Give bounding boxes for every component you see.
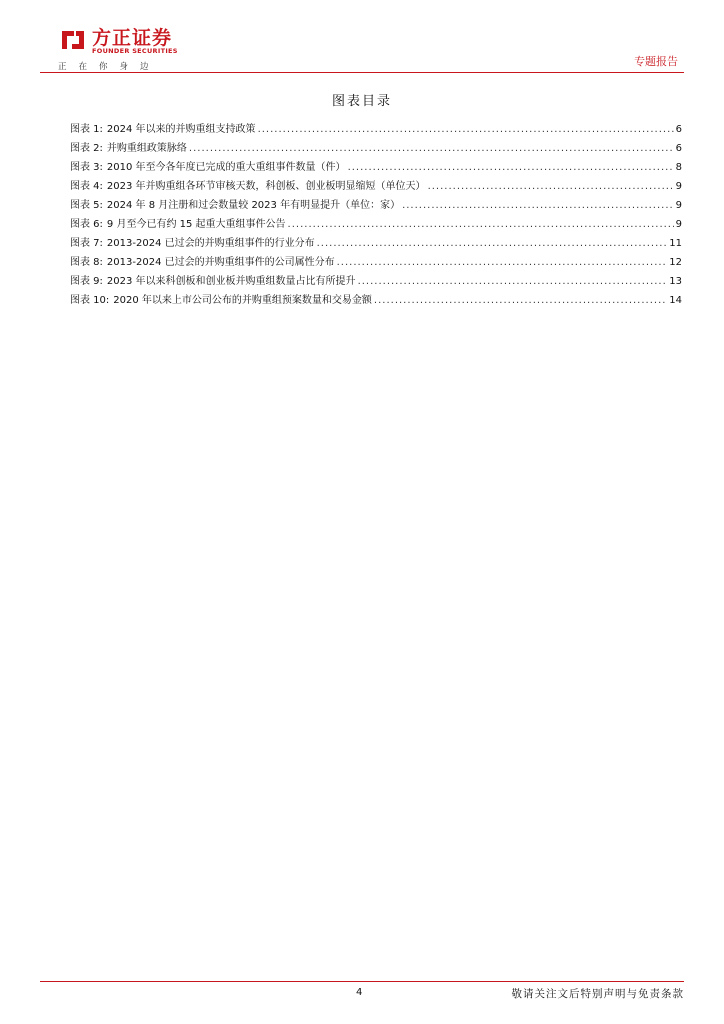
toc-item-title: 2024 年以来的并购重组支持政策 bbox=[106, 124, 256, 135]
table-of-figures bbox=[70, 120, 682, 310]
toc-item-label: 图表 9: bbox=[70, 276, 103, 287]
toc-title: 图表目录 bbox=[331, 94, 392, 109]
toc-item-label: 图表 8: bbox=[70, 257, 103, 268]
toc-item[interactable] bbox=[70, 291, 682, 310]
page-number: 4 bbox=[356, 987, 363, 998]
toc-leader-dots bbox=[317, 238, 668, 249]
toc-leader-dots bbox=[428, 181, 674, 192]
toc-item[interactable] bbox=[70, 234, 682, 253]
toc-item-title: 2020 年以来上市公司公布的并购重组预案数量和交易金额 bbox=[113, 295, 372, 306]
toc-leader-dots bbox=[258, 124, 674, 135]
slogan: 正在你身边 bbox=[58, 62, 161, 72]
toc-item-page: 14 bbox=[669, 295, 682, 306]
toc-item[interactable] bbox=[70, 139, 682, 158]
toc-item-page: 9 bbox=[675, 181, 682, 192]
toc-item[interactable] bbox=[70, 253, 682, 272]
logo-english-name: FOUNDER SECURITIES bbox=[92, 47, 178, 55]
toc-item-label: 图表 1: bbox=[70, 124, 103, 135]
toc-item-label: 图表 5: bbox=[70, 200, 103, 211]
toc-item-title: 2023 年以来科创板和创业板并购重组数量占比有所提升 bbox=[106, 276, 356, 287]
footer-divider bbox=[40, 981, 684, 982]
disclaimer-note: 敬请关注文后特别声明与免责条款 bbox=[511, 988, 684, 1000]
toc-item-page: 13 bbox=[669, 276, 682, 287]
report-type: 专题报告 bbox=[634, 55, 678, 68]
toc-item-title: 2024 年 8 月注册和过会数量较 2023 年有明显提升（单位：家） bbox=[106, 200, 401, 211]
toc-item-label: 图表 7: bbox=[70, 238, 103, 249]
toc-item-title: 2013-2024 已过会的并购重组事件的公司属性分布 bbox=[106, 257, 335, 268]
toc-leader-dots bbox=[348, 162, 674, 173]
toc-item[interactable] bbox=[70, 120, 682, 139]
toc-item[interactable] bbox=[70, 196, 682, 215]
toc-item-page: 8 bbox=[675, 162, 682, 173]
toc-leader-dots bbox=[288, 219, 674, 230]
toc-item-title: 2010 年至今各年度已完成的重大重组事件数量（件） bbox=[106, 162, 346, 173]
page-header bbox=[40, 22, 684, 74]
toc-leader-dots bbox=[374, 295, 667, 306]
toc-item-label: 图表 2: bbox=[70, 143, 103, 154]
toc-item-page: 6 bbox=[675, 124, 682, 135]
toc-leader-dots bbox=[402, 200, 674, 211]
toc-leader-dots bbox=[189, 143, 674, 154]
logo-chinese-name: 方正证券 bbox=[92, 27, 173, 49]
toc-item[interactable] bbox=[70, 215, 682, 234]
header-divider bbox=[40, 72, 684, 73]
toc-leader-dots bbox=[337, 257, 668, 268]
toc-item-page: 6 bbox=[675, 143, 682, 154]
toc-item-label: 图表 4: bbox=[70, 181, 103, 192]
toc-item-page: 12 bbox=[669, 257, 682, 268]
toc-item-page: 9 bbox=[675, 200, 682, 211]
toc-item-title: 9 月至今已有约 15 起重大重组事件公告 bbox=[106, 219, 286, 230]
toc-item-label: 图表 3: bbox=[70, 162, 103, 173]
toc-item-title: 并购重组政策脉络 bbox=[106, 143, 187, 154]
toc-item-page: 9 bbox=[675, 219, 682, 230]
toc-item[interactable] bbox=[70, 272, 682, 291]
toc-item-title: 2023 年并购重组各环节审核天数，科创板、创业板明显缩短（单位天） bbox=[106, 181, 426, 192]
toc-item-label: 图表 10: bbox=[70, 295, 110, 306]
toc-item[interactable] bbox=[70, 177, 682, 196]
toc-item-title: 2013-2024 已过会的并购重组事件的行业分布 bbox=[106, 238, 315, 249]
toc-leader-dots bbox=[358, 276, 668, 287]
founder-logo-icon bbox=[60, 27, 86, 53]
toc-item[interactable] bbox=[70, 158, 682, 177]
toc-item-label: 图表 6: bbox=[70, 219, 103, 230]
toc-item-page: 11 bbox=[669, 238, 682, 249]
